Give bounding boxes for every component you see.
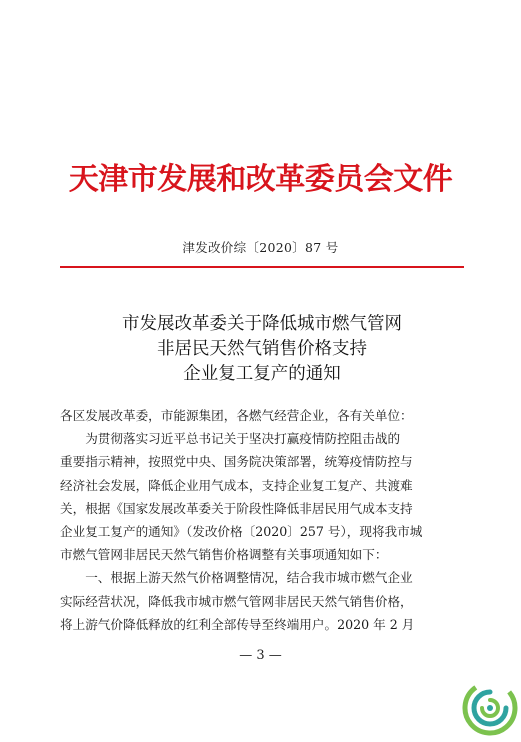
document-title [60,312,464,387]
body-line: 一、根据上游天然气价格调整情况，结合我市城市燃气企业 [85,570,413,586]
body-line: 经济社会发展，降低企业用气成本，支持企业复工复产、共渡难 [60,477,413,493]
title-line: 企业复工复产的通知 [183,364,341,384]
body-line: 实际经营状况，降低我市城市燃气管网非居民天然气销售价格， [60,593,413,609]
page-number: — 3 — [239,648,282,663]
body-line: 重要指示精神，按照党中央、国务院决策部署，统筹疫情防控与 [60,454,413,470]
red-separator-line [60,266,464,268]
issuer-header: 天津市发展和改革委员会文件 [68,162,453,197]
title-line: 市发展改革委关于降低城市燃气管网 [122,314,402,334]
title-line: 非居民天然气销售价格支持 [157,339,367,359]
body-line: 关，根据《国家发展改革委关于阶段性降低非居民用气成本支持 [60,500,413,516]
document-number: 津发改价综〔2020〕87 号 [182,240,339,255]
body-line: 企业复工复产的通知》（发改价格〔2020〕257 号），现将我市城 [60,524,423,540]
body-line: 为贯彻落实习近平总书记关于坚决打赢疫情防控阻击战的 [85,431,401,447]
addressee-line: 各区发展改革委，市能源集团，各燃气经营企业，各有关单位： [60,408,413,423]
document-body [60,404,470,636]
swirl-logo-icon [462,680,518,736]
swirl-logo-graphic [462,680,518,736]
body-line: 市燃气管网非居民天然气销售价格调整有关事项通知如下： [60,547,388,563]
body-line: 将上游气价降低释放的红利全部传导至终端用户。2020 年 2 月 [60,616,415,632]
